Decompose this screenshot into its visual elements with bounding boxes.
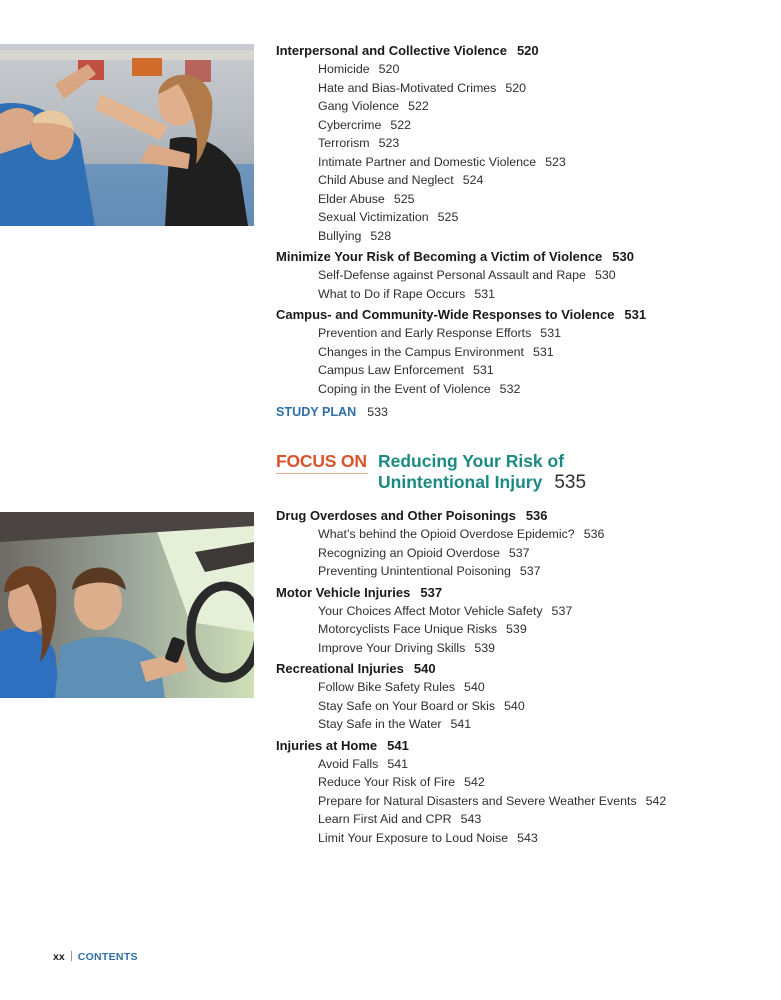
toc-entry-label: Recognizing an Opioid Overdose bbox=[318, 545, 500, 560]
toc-entry[interactable] bbox=[276, 678, 756, 697]
toc-section-title: Drug Overdoses and Other Poisonings bbox=[276, 508, 516, 523]
toc-section-title: Recreational Injuries bbox=[276, 661, 404, 676]
toc-entry-page: 524 bbox=[462, 173, 484, 187]
toc-section bbox=[276, 659, 756, 734]
toc-entry-label: Coping in the Event of Violence bbox=[318, 381, 491, 396]
toc-entry-page: 539 bbox=[474, 640, 496, 655]
toc-entry-page: 528 bbox=[370, 228, 392, 243]
toc-entry-page: 542 bbox=[464, 775, 485, 789]
focus-title-line-2 bbox=[378, 472, 586, 493]
page-numeral: xx bbox=[53, 951, 65, 963]
toc-entry-label: Stay Safe on Your Board or Skis bbox=[318, 698, 496, 713]
toc-entry[interactable] bbox=[276, 190, 756, 209]
toc-entry-page: 542 bbox=[645, 793, 667, 808]
toc-entry[interactable] bbox=[276, 79, 756, 98]
toc-entry-label: Prepare for Natural Disasters and Severe Weather Events bbox=[318, 793, 637, 808]
toc-entry-label: Sexual Victimization bbox=[318, 210, 429, 224]
toc-entry[interactable] bbox=[276, 380, 756, 399]
toc-entry[interactable] bbox=[276, 97, 756, 116]
toc-entry-label: What to Do if Rape Occurs bbox=[318, 286, 466, 301]
toc-entry[interactable] bbox=[276, 134, 756, 153]
toc-entry-label: Child Abuse and Neglect bbox=[318, 173, 454, 187]
toc-entry-label: Reduce Your Risk of Fire bbox=[318, 775, 456, 789]
study-plan-entry[interactable] bbox=[276, 405, 388, 419]
toc-entry-page: 536 bbox=[583, 527, 605, 541]
toc-entry-label: Gang Violence bbox=[318, 99, 400, 113]
focus-on-label: FOCUS ON bbox=[276, 451, 367, 471]
toc-entry-page: 523 bbox=[545, 154, 566, 169]
toc-entry-label: Motorcyclists Face Unique Risks bbox=[318, 622, 498, 636]
toc-section-page: 530 bbox=[612, 249, 634, 264]
toc-entry-label: Self-Defense against Personal Assault and Rape bbox=[318, 268, 586, 282]
toc-section-heading[interactable] bbox=[276, 247, 756, 266]
toc-entry[interactable] bbox=[276, 266, 756, 285]
toc-entry-label: Limit Your Exposure to Loud Noise bbox=[318, 830, 509, 845]
toc-section-heading[interactable] bbox=[276, 659, 756, 678]
toc-entry-page: 543 bbox=[517, 830, 538, 845]
focus-page: 535 bbox=[554, 472, 587, 493]
toc-section-title: Injuries at Home bbox=[276, 737, 378, 753]
toc-entry-page: 522 bbox=[390, 117, 412, 132]
toc-section bbox=[276, 305, 756, 398]
toc-entry-page: 540 bbox=[504, 698, 525, 713]
toc-entry-page: 525 bbox=[437, 210, 459, 224]
toc-entry[interactable] bbox=[276, 60, 756, 79]
study-plan-page: 533 bbox=[367, 405, 388, 419]
toc-entry[interactable] bbox=[276, 755, 756, 774]
toc-section-title: Motor Vehicle Injuries bbox=[276, 584, 411, 600]
focus-title-line-1: Reducing Your Risk of bbox=[378, 451, 565, 471]
toc-entry-label: Elder Abuse bbox=[318, 191, 385, 206]
toc-entry-page: 530 bbox=[594, 268, 616, 282]
toc-entry-label: Your Choices Affect Motor Vehicle Safety bbox=[318, 603, 543, 618]
toc-entry[interactable] bbox=[276, 544, 756, 563]
toc-entry[interactable] bbox=[276, 602, 756, 621]
toc-entry[interactable] bbox=[276, 116, 756, 135]
toc-entry-label: Changes in the Campus Environment bbox=[318, 344, 524, 359]
toc-section-title: Campus- and Community-Wide Responses to Violence bbox=[276, 307, 615, 322]
toc-entry-label: Learn First Aid and CPR bbox=[318, 812, 452, 826]
toc-entry-label: Cybercrime bbox=[318, 117, 382, 132]
focus-on-rule bbox=[276, 473, 368, 474]
toc-section bbox=[276, 506, 756, 581]
toc-entry-label: Prevention and Early Response Efforts bbox=[318, 326, 532, 340]
toc-entry[interactable] bbox=[276, 810, 756, 829]
toc-entry-label: Hate and Bias-Motivated Crimes bbox=[318, 80, 497, 95]
toc-section-heading[interactable] bbox=[276, 583, 756, 602]
toc-entry-page: 531 bbox=[473, 363, 494, 377]
toc-entry-page: 532 bbox=[499, 381, 521, 396]
toc-entry-label: Improve Your Driving Skills bbox=[318, 640, 466, 655]
toc-entry-label: What’s behind the Opioid Overdose Epidemic? bbox=[318, 527, 575, 541]
toc-entry-page: 523 bbox=[378, 136, 400, 150]
page-footer bbox=[53, 951, 138, 963]
toc-section-title: Minimize Your Risk of Becoming a Victim of Violence bbox=[276, 249, 603, 264]
self-defense-photo bbox=[0, 44, 254, 226]
toc-section-page: 537 bbox=[420, 584, 443, 600]
toc-entry-page: 541 bbox=[387, 756, 409, 771]
toc-entry-page: 525 bbox=[393, 191, 415, 206]
footer-divider bbox=[71, 951, 72, 961]
toc-entry-page: 522 bbox=[408, 99, 429, 113]
toc-section-page: 536 bbox=[525, 508, 548, 523]
toc-entry[interactable] bbox=[276, 715, 756, 734]
toc-entry-label: Campus Law Enforcement bbox=[318, 363, 465, 377]
toc-entry[interactable] bbox=[276, 171, 756, 190]
toc-section-page: 541 bbox=[387, 737, 409, 753]
toc-entry[interactable] bbox=[276, 562, 756, 581]
toc-entry-page: 539 bbox=[506, 622, 527, 636]
toc-entry-page: 531 bbox=[532, 344, 554, 359]
toc-entry-page: 540 bbox=[464, 680, 485, 694]
toc-section-page: 540 bbox=[413, 661, 436, 676]
focus-on-heading[interactable] bbox=[276, 449, 756, 497]
toc-entry[interactable] bbox=[276, 361, 756, 380]
toc-entry-label: Intimate Partner and Domestic Violence bbox=[318, 154, 537, 169]
toc-entry[interactable] bbox=[276, 153, 756, 172]
toc-entry-page: 543 bbox=[460, 812, 482, 826]
toc-entry-label: Terrorism bbox=[318, 136, 370, 150]
toc-section-page: 531 bbox=[624, 307, 647, 322]
toc-entry[interactable] bbox=[276, 792, 756, 811]
toc-section-title: Interpersonal and Collective Violence bbox=[276, 43, 507, 58]
toc-section bbox=[276, 41, 756, 245]
toc-section-heading[interactable] bbox=[276, 305, 756, 324]
toc-entry-page: 537 bbox=[519, 564, 541, 578]
toc-section-heading[interactable] bbox=[276, 506, 756, 525]
toc-entry-label: Avoid Falls bbox=[318, 756, 379, 771]
toc-entry[interactable] bbox=[276, 208, 756, 227]
toc-entry-page: 541 bbox=[450, 717, 472, 731]
toc-entry[interactable] bbox=[276, 227, 756, 246]
toc-entry[interactable] bbox=[276, 525, 756, 544]
toc-violence-sections bbox=[276, 41, 756, 398]
toc-entry-label: Follow Bike Safety Rules bbox=[318, 680, 456, 694]
toc-entry[interactable] bbox=[276, 285, 756, 304]
toc-entry-page: 531 bbox=[474, 286, 496, 301]
focus-title-line-2-text: Unintentional Injury bbox=[378, 472, 543, 492]
toc-entry-page: 537 bbox=[551, 603, 573, 618]
toc-entry-page: 520 bbox=[378, 62, 400, 76]
toc-section bbox=[276, 736, 756, 848]
toc-entry-page: 531 bbox=[540, 326, 561, 340]
toc-entry-label: Bullying bbox=[318, 228, 362, 243]
toc-entry-label: Preventing Unintentional Poisoning bbox=[318, 564, 511, 578]
study-plan-label: STUDY PLAN bbox=[276, 405, 357, 419]
toc-entry-page: 537 bbox=[508, 545, 530, 560]
toc-section-heading[interactable] bbox=[276, 736, 756, 755]
toc-entry[interactable] bbox=[276, 620, 756, 639]
toc-entry-label: Stay Safe in the Water bbox=[318, 717, 442, 731]
toc-entry[interactable] bbox=[276, 324, 756, 343]
toc-section-heading[interactable] bbox=[276, 41, 756, 60]
toc-entry-page: 520 bbox=[505, 80, 527, 95]
toc-section bbox=[276, 247, 756, 303]
footer-contents-label: CONTENTS bbox=[77, 951, 138, 963]
toc-injury-sections bbox=[276, 506, 756, 847]
toc-entry[interactable] bbox=[276, 773, 756, 792]
toc-entry[interactable] bbox=[276, 697, 756, 716]
toc-entry[interactable] bbox=[276, 639, 756, 658]
focus-on-title bbox=[378, 451, 586, 493]
toc-section-page: 520 bbox=[516, 43, 539, 58]
toc-entry-label: Homicide bbox=[318, 62, 370, 76]
toc-entry[interactable] bbox=[276, 343, 756, 362]
toc-section bbox=[276, 583, 756, 658]
distracted-driving-photo bbox=[0, 512, 254, 698]
toc-entry[interactable] bbox=[276, 829, 756, 848]
